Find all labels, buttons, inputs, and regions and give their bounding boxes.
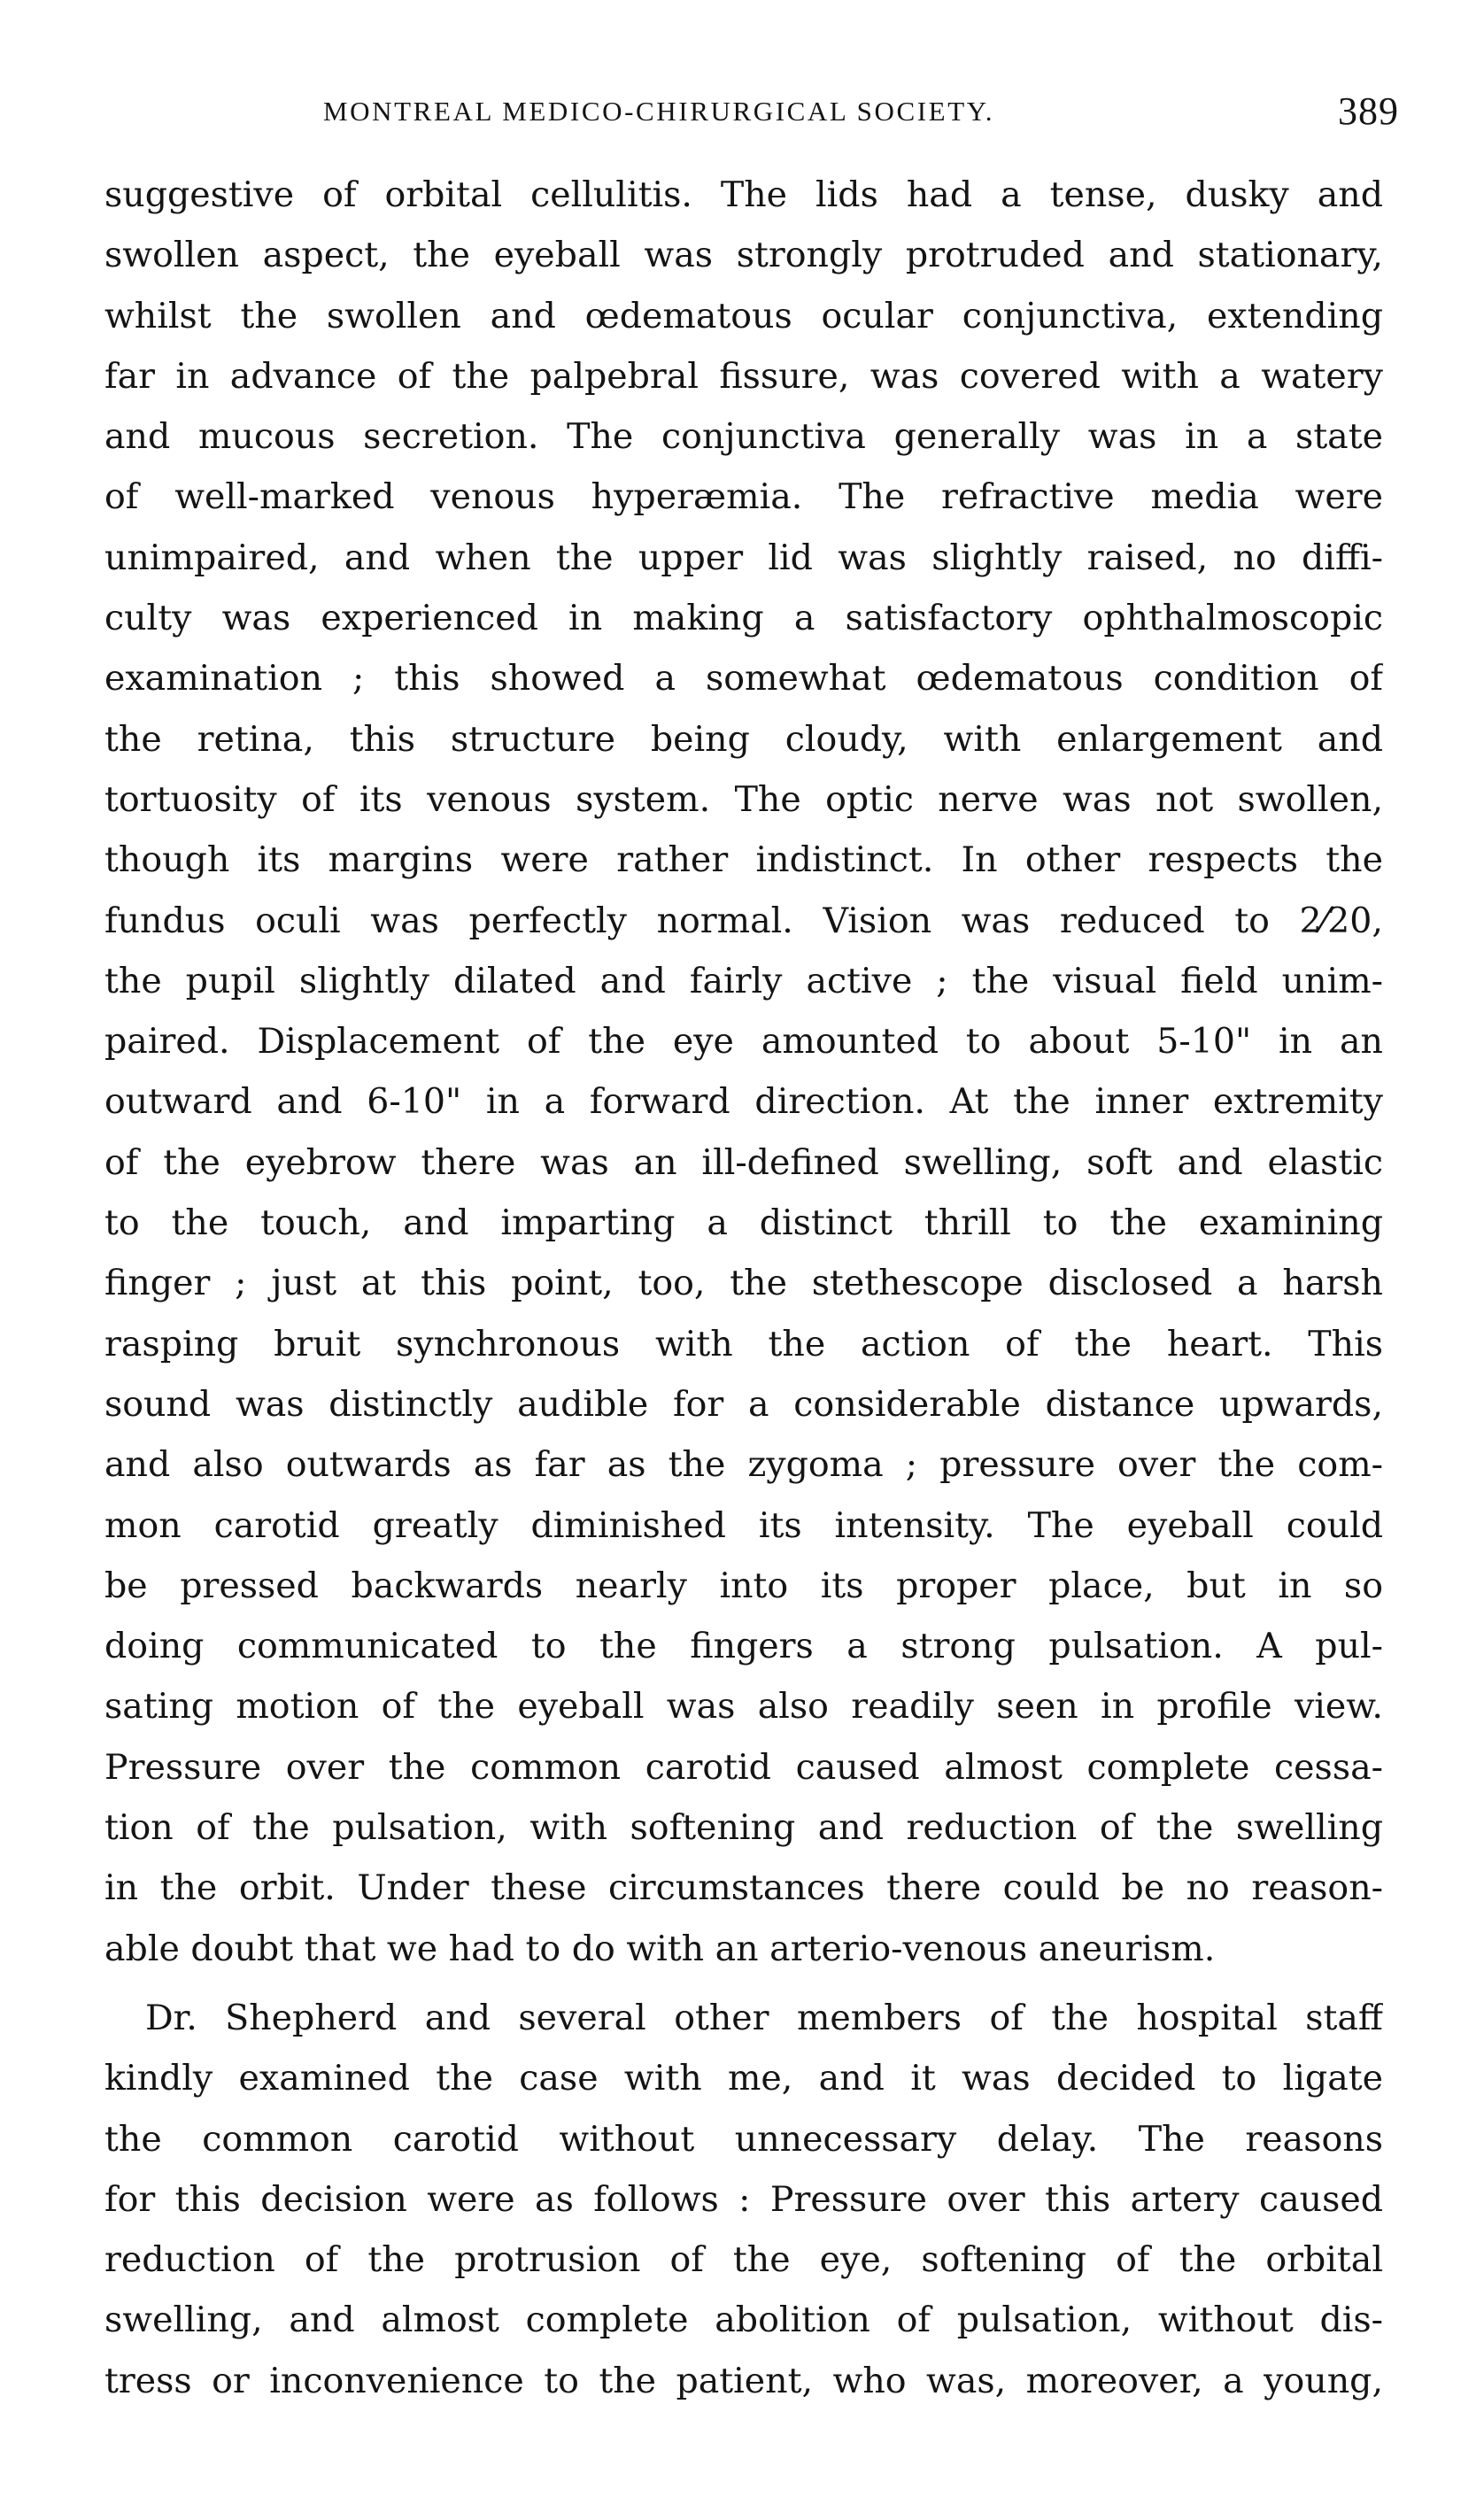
text-line: kindly examined the case with me, and it was decided to ligate <box>104 2058 1383 2099</box>
body-text <box>104 165 1383 2411</box>
text-line: finger ; just at this point, too, the stethescope disclosed a harsh <box>104 1263 1383 1304</box>
text-line: swelling, and almost complete abolition of pulsation, without dis- <box>104 2300 1383 2341</box>
text-line: outward and 6-10" in a forward direction. At the inner extremity <box>104 1081 1383 1123</box>
text-line: sating motion of the eyeball was also readily seen in profile view. <box>104 1686 1383 1728</box>
text-line: and also outwards as far as the zygoma ; pressure over the com- <box>104 1444 1383 1486</box>
text-line: Pressure over the common carotid caused almost complete cessa- <box>104 1746 1383 1788</box>
text-line: tortuosity of its venous system. The optic nerve was not swollen, <box>104 778 1383 820</box>
text-line: of well-marked venous hyperæmia. The refractive media were <box>104 476 1383 518</box>
text-line: examination ; this showed a somewhat œdematous condition of <box>104 658 1383 700</box>
text-line: doing communicated to the fingers a strong pulsation. A pul- <box>104 1626 1383 1667</box>
text-line: suggestive of orbital cellulitis. The lids had a tense, dusky and <box>104 174 1383 215</box>
text-line: and mucous secretion. The conjunctiva generally was in a state <box>104 416 1383 458</box>
text-line: paired. Displacement of the eye amounted to about 5-10" in an <box>104 1021 1383 1063</box>
text-line: tion of the pulsation, with softening and reduction of the swelling <box>104 1807 1383 1849</box>
text-line: for this decision were as follows : Pressure over this artery caused <box>104 2178 1383 2220</box>
text-line: in the orbit. Under these circumstances there could be no reason- <box>104 1867 1383 1909</box>
text-line: the retina, this structure being cloudy, with enlargement and <box>104 718 1383 760</box>
text-line: though its margins were rather indistinct. In other respects the <box>104 839 1383 881</box>
text-line: the common carotid without unnecessary delay. The reasons <box>104 2118 1383 2160</box>
text-line: culty was experienced in making a satisfactory ophthalmoscopic <box>104 598 1383 639</box>
text-line: to the touch, and imparting a distinct thrill to the examining <box>104 1202 1383 1244</box>
text-line: tress or inconvenience to the patient, who was, moreover, a young, <box>104 2360 1383 2401</box>
text-line: rasping bruit synchronous with the action of the heart. This <box>104 1323 1383 1364</box>
text-line: the pupil slightly dilated and fairly active ; the visual field unim- <box>104 960 1383 1001</box>
page-number: 389 <box>1338 89 1399 133</box>
text-line: of the eyebrow there was an ill-defined swelling, soft and elastic <box>104 1141 1383 1183</box>
paragraph-2 <box>104 1988 1383 2411</box>
running-head <box>106 85 1399 138</box>
text-line: be pressed backwards nearly into its proper place, but in so <box>104 1565 1383 1606</box>
text-line: fundus oculi was perfectly normal. Vision was reduced to 2⁄20, <box>104 900 1383 941</box>
text-line: able doubt that we had to do with an arterio-venous aneurism. <box>104 1928 1216 1969</box>
running-title: MONTREAL MEDICO-CHIRURGICAL SOCIETY. <box>323 96 995 127</box>
paragraph-1 <box>104 165 1383 1979</box>
text-line: unimpaired, and when the upper lid was slightly raised, no diffi- <box>104 537 1383 578</box>
text-line: whilst the swollen and œdematous ocular conjunctiva, extending <box>104 295 1383 336</box>
text-line: sound was distinctly audible for a considerable distance upwards, <box>104 1383 1383 1425</box>
text-line: mon carotid greatly diminished its intensity. The eyeball could <box>104 1504 1383 1546</box>
text-line: swollen aspect, the eyeball was strongly protruded and stationary, <box>104 235 1383 276</box>
text-line: reduction of the protrusion of the eye, softening of the orbital <box>104 2239 1383 2281</box>
text-line: far in advance of the palpebral fissure, was covered with a watery <box>104 355 1383 397</box>
text-line: Dr. Shepherd and several other members of the hospital staff <box>145 1997 1383 2038</box>
